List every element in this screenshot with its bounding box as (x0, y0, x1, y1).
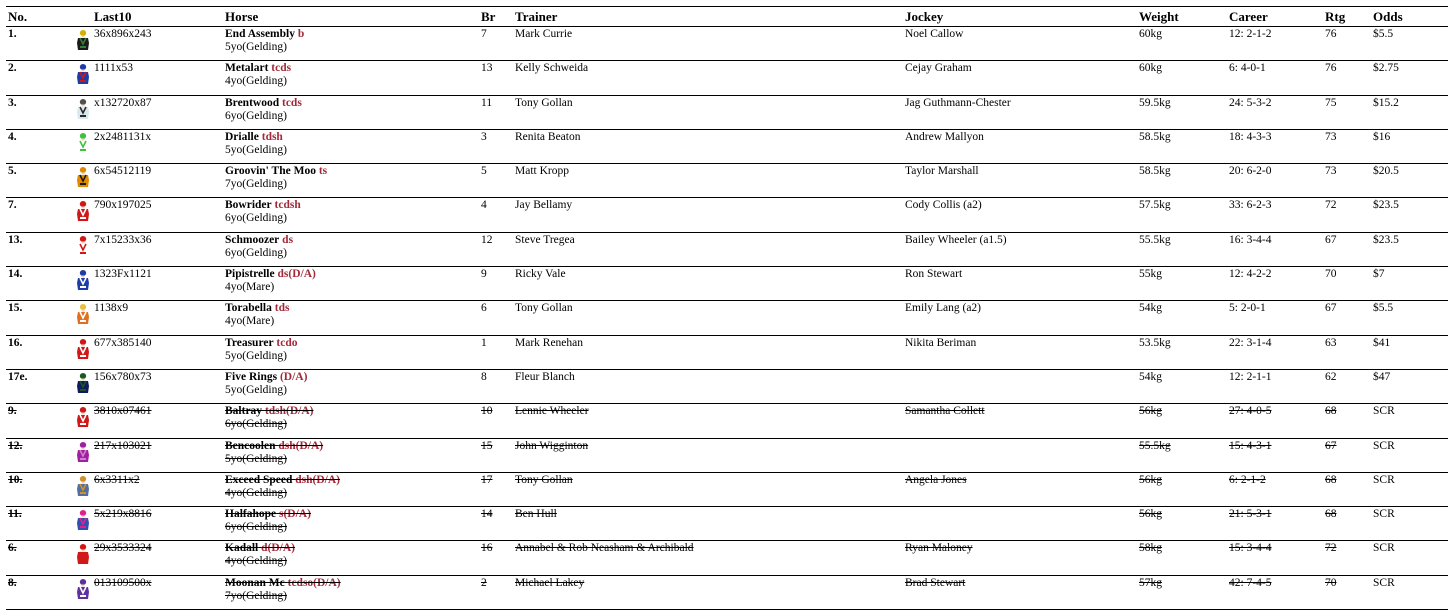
last10-form: 1138x9 (92, 301, 223, 335)
gear-codes: tcdso(D/A) (287, 576, 341, 589)
table-row[interactable] (6, 164, 1448, 198)
odds[interactable]: $23.5 (1371, 198, 1448, 232)
silk-cell (54, 438, 92, 472)
horse-cell (223, 438, 479, 472)
horse-name[interactable]: Schmoozer (225, 233, 280, 246)
trainer[interactable]: Matt Kropp (513, 164, 903, 198)
silk-cell (54, 61, 92, 95)
rating: 68 (1323, 472, 1371, 506)
weight: 57kg (1137, 575, 1227, 609)
horse-name[interactable]: Kadall (225, 542, 259, 555)
horse-age-sex: 5yo(Gelding) (225, 452, 287, 465)
header-no[interactable]: No. (6, 7, 54, 27)
career-record: 42: 7-4-5 (1227, 575, 1323, 609)
jockey-silks-icon (76, 543, 90, 565)
silk-cell (54, 267, 92, 301)
horse-age-sex: 4yo(Mare) (225, 281, 275, 294)
last10-form: 1323Fx1121 (92, 267, 223, 301)
weight: 56kg (1137, 472, 1227, 506)
horse-cell (223, 404, 479, 438)
odds[interactable]: $41 (1371, 335, 1448, 369)
jockey[interactable]: Ryan Maloney (903, 541, 1137, 575)
barrier: 4 (479, 198, 513, 232)
silk-cell (54, 129, 92, 163)
jockey[interactable]: Jag Guthmann-Chester (903, 95, 1137, 129)
jockey[interactable]: Angela Jones (903, 472, 1137, 506)
gear-codes: tcds (271, 62, 292, 75)
silk-cell (54, 27, 92, 61)
horse-name[interactable]: Baltray (225, 405, 263, 418)
last10-form: 7x15233x36 (92, 232, 223, 266)
jockey[interactable]: Brad Stewart (903, 575, 1137, 609)
horse-cell (223, 27, 479, 61)
runner-list (6, 27, 1448, 610)
silk-cell (54, 198, 92, 232)
barrier: 1 (479, 335, 513, 369)
jockey-silks-icon (76, 406, 90, 428)
table-row[interactable] (6, 27, 1448, 61)
horse-name[interactable]: Groovin' The Moo (225, 165, 316, 178)
weight: 54kg (1137, 369, 1227, 403)
career-record: 12: 2-1-1 (1227, 369, 1323, 403)
horse-name[interactable]: Torabella (225, 302, 272, 315)
table-header-row (6, 7, 1448, 27)
trainer[interactable]: Kelly Schweida (513, 61, 903, 95)
table-row[interactable] (6, 369, 1448, 403)
table-row[interactable] (6, 438, 1448, 472)
odds[interactable]: $20.5 (1371, 164, 1448, 198)
horse-age-sex: 7yo(Gelding) (225, 178, 287, 191)
horse-cell (223, 575, 479, 609)
career-record: 6: 2-1-2 (1227, 472, 1323, 506)
odds[interactable]: $15.2 (1371, 95, 1448, 129)
header-trainer[interactable]: Trainer (513, 7, 903, 27)
runner-number: 12. (6, 438, 54, 472)
jockey[interactable] (903, 369, 1137, 403)
horse-age-sex: 4yo(Gelding) (225, 555, 287, 568)
rating: 73 (1323, 164, 1371, 198)
runner-number: 9. (6, 404, 54, 438)
table-row[interactable] (6, 472, 1448, 506)
career-record: 6: 4-0-1 (1227, 61, 1323, 95)
gear-codes: d(D/A) (261, 542, 295, 555)
trainer[interactable]: Mark Currie (513, 27, 903, 61)
horse-cell (223, 164, 479, 198)
gear-codes: (D/A) (279, 370, 308, 383)
runner-number: 14. (6, 267, 54, 301)
horse-name[interactable]: Exceed Speed (225, 473, 293, 486)
horse-age-sex: 6yo(Gelding) (225, 418, 287, 431)
header-career[interactable]: Career (1227, 7, 1323, 27)
horse-cell (223, 301, 479, 335)
odds[interactable]: $5.5 (1371, 301, 1448, 335)
career-record: 5: 2-0-1 (1227, 301, 1323, 335)
silk-cell (54, 95, 92, 129)
weight: 54kg (1137, 301, 1227, 335)
barrier: 16 (479, 541, 513, 575)
horse-cell (223, 198, 479, 232)
horse-name[interactable]: Brentwood (225, 96, 280, 109)
last10-form: 29x3533324 (92, 541, 223, 575)
horse-age-sex: 6yo(Gelding) (225, 109, 287, 122)
runner-number: 4. (6, 129, 54, 163)
career-record: 33: 6-2-3 (1227, 198, 1323, 232)
career-record: 20: 6-2-0 (1227, 164, 1323, 198)
trainer[interactable]: Annabel & Rob Neasham & Archibald (513, 541, 903, 575)
weight: 55.5kg (1137, 232, 1227, 266)
horse-cell (223, 541, 479, 575)
gear-codes: tcdo (276, 336, 298, 349)
jockey[interactable]: Ron Stewart (903, 267, 1137, 301)
horse-age-sex: 5yo(Gelding) (225, 41, 287, 53)
barrier: 2 (479, 575, 513, 609)
runner-number: 13. (6, 232, 54, 266)
barrier: 5 (479, 164, 513, 198)
table-row[interactable] (6, 301, 1448, 335)
weight: 60kg (1137, 27, 1227, 61)
table-row[interactable] (6, 575, 1448, 609)
horse-cell (223, 61, 479, 95)
table-row[interactable] (6, 404, 1448, 438)
horse-name[interactable]: Bowrider (225, 199, 272, 212)
jockey-silks-icon (76, 235, 90, 257)
career-record: 12: 4-2-2 (1227, 267, 1323, 301)
jockey[interactable]: Noel Callow (903, 27, 1137, 61)
weight: 58.5kg (1137, 164, 1227, 198)
horse-name[interactable]: Bencoolen (225, 439, 276, 452)
last10-form: x132720x87 (92, 95, 223, 129)
horse-age-sex: 4yo(Gelding) (225, 486, 287, 499)
runner-number: 16. (6, 335, 54, 369)
odds[interactable]: SCR (1371, 541, 1448, 575)
table-row[interactable] (6, 129, 1448, 163)
horse-age-sex: 5yo(Gelding) (225, 383, 287, 396)
header-silk (54, 7, 92, 27)
jockey-silks-icon (76, 303, 90, 325)
barrier: 13 (479, 61, 513, 95)
last10-form: 36x896x243 (92, 27, 223, 61)
horse-name[interactable]: Halfahope (225, 508, 277, 521)
odds[interactable]: SCR (1371, 507, 1448, 541)
rating: 68 (1323, 404, 1371, 438)
horse-cell (223, 472, 479, 506)
horse-name[interactable]: Drialle (225, 130, 259, 143)
weight: 58kg (1137, 541, 1227, 575)
rating: 67 (1323, 232, 1371, 266)
horse-cell (223, 369, 479, 403)
jockey-silks-icon (76, 132, 90, 154)
gear-codes: tcds (281, 96, 302, 109)
odds[interactable]: SCR (1371, 404, 1448, 438)
runner-number: 8. (6, 575, 54, 609)
odds[interactable]: $23.5 (1371, 232, 1448, 266)
career-record: 18: 4-3-3 (1227, 129, 1323, 163)
jockey-silks-icon (76, 63, 90, 85)
weight: 53.5kg (1137, 335, 1227, 369)
gear-codes: dsh(D/A) (295, 473, 341, 486)
rating: 76 (1323, 27, 1371, 61)
horse-age-sex: 5yo(Gelding) (225, 143, 287, 156)
table-row[interactable] (6, 95, 1448, 129)
horse-name[interactable]: Moonan Mc (225, 576, 285, 589)
rating: 75 (1323, 95, 1371, 129)
header-horse[interactable]: Horse (223, 7, 479, 27)
last10-form: 1111x53 (92, 61, 223, 95)
jockey-silks-icon (76, 372, 90, 394)
career-record: 15: 3-4-4 (1227, 541, 1323, 575)
horse-age-sex: 4yo(Gelding) (225, 75, 287, 88)
silk-cell (54, 541, 92, 575)
header-jockey[interactable]: Jockey (903, 7, 1137, 27)
gear-codes: s(D/A) (279, 508, 311, 521)
weight: 57.5kg (1137, 198, 1227, 232)
barrier: 9 (479, 267, 513, 301)
odds[interactable]: SCR (1371, 472, 1448, 506)
rating: 62 (1323, 369, 1371, 403)
horse-age-sex: 6yo(Gelding) (225, 212, 287, 225)
horse-age-sex: 6yo(Gelding) (225, 521, 287, 534)
jockey-silks-icon (76, 509, 90, 531)
career-record: 12: 2-1-2 (1227, 27, 1323, 61)
jockey[interactable]: Samantha Collett (903, 404, 1137, 438)
silk-cell (54, 335, 92, 369)
race-field-table (6, 6, 1448, 610)
jockey[interactable]: Cejay Graham (903, 61, 1137, 95)
weight: 59.5kg (1137, 95, 1227, 129)
weight: 55.5kg (1137, 438, 1227, 472)
rating: 72 (1323, 541, 1371, 575)
trainer[interactable]: Steve Tregea (513, 232, 903, 266)
career-record: 16: 3-4-4 (1227, 232, 1323, 266)
gear-codes: ds (282, 233, 294, 246)
table-row[interactable] (6, 267, 1448, 301)
silk-cell (54, 404, 92, 438)
weight: 60kg (1137, 61, 1227, 95)
horse-age-sex: 6yo(Gelding) (225, 246, 287, 259)
odds[interactable]: $2.75 (1371, 61, 1448, 95)
horse-cell (223, 267, 479, 301)
silk-cell (54, 301, 92, 335)
horse-age-sex: 4yo(Mare) (225, 315, 275, 328)
jockey-silks-icon (76, 98, 90, 120)
horse-age-sex: 7yo(Gelding) (225, 589, 287, 602)
gear-codes: tdsh (261, 130, 283, 143)
trainer[interactable]: Fleur Blanch (513, 369, 903, 403)
runner-number: 3. (6, 95, 54, 129)
silk-cell (54, 164, 92, 198)
header-barrier[interactable]: Br (479, 7, 513, 27)
header-odds[interactable]: Odds (1371, 7, 1448, 27)
last10-form: 217x103021 (92, 438, 223, 472)
silk-cell (54, 369, 92, 403)
table-row[interactable] (6, 61, 1448, 95)
jockey[interactable]: Emily Lang (a2) (903, 301, 1137, 335)
gear-codes: tds (274, 302, 290, 315)
gear-codes: tcdsh (274, 199, 301, 212)
last10-form: 013109500x (92, 575, 223, 609)
horse-name[interactable]: Pipistrelle (225, 268, 275, 281)
gear-codes: tdsh(D/A) (264, 405, 314, 418)
rating: 76 (1323, 61, 1371, 95)
gear-codes: dsh(D/A) (278, 439, 324, 452)
runner-number: 17e. (6, 369, 54, 403)
jockey-silks-icon (76, 475, 90, 497)
weight: 55kg (1137, 267, 1227, 301)
odds[interactable]: $47 (1371, 369, 1448, 403)
trainer[interactable]: Tony Gollan (513, 301, 903, 335)
table-row[interactable] (6, 198, 1448, 232)
silk-cell (54, 232, 92, 266)
jockey-silks-icon (76, 578, 90, 600)
table-row[interactable] (6, 507, 1448, 541)
trainer[interactable]: Tony Gollan (513, 472, 903, 506)
runner-number: 2. (6, 61, 54, 95)
last10-form: 677x385140 (92, 335, 223, 369)
header-last10[interactable]: Last10 (92, 7, 223, 27)
horse-name[interactable]: Treasurer (225, 336, 274, 349)
trainer[interactable]: Jay Bellamy (513, 198, 903, 232)
trainer[interactable]: Lennie Wheeler (513, 404, 903, 438)
rating: 63 (1323, 335, 1371, 369)
barrier: 6 (479, 301, 513, 335)
jockey-silks-icon (76, 29, 90, 51)
career-record: 21: 5-3-1 (1227, 507, 1323, 541)
horse-name[interactable]: End Assembly (225, 28, 295, 40)
silk-cell (54, 507, 92, 541)
trainer[interactable]: Michael Lakey (513, 575, 903, 609)
trainer[interactable]: Renita Beaton (513, 129, 903, 163)
last10-form: 6x3311x2 (92, 472, 223, 506)
silk-cell (54, 575, 92, 609)
table-row[interactable] (6, 335, 1448, 369)
runner-number: 6. (6, 541, 54, 575)
weight: 58.5kg (1137, 129, 1227, 163)
header-weight[interactable]: Weight (1137, 7, 1227, 27)
barrier: 12 (479, 232, 513, 266)
table-row[interactable] (6, 232, 1448, 266)
jockey-silks-icon (76, 441, 90, 463)
barrier: 17 (479, 472, 513, 506)
rating: 67 (1323, 301, 1371, 335)
trainer[interactable]: Ben Hull (513, 507, 903, 541)
last10-form: 2x2481131x (92, 129, 223, 163)
rating: 70 (1323, 267, 1371, 301)
jockey[interactable]: Andrew Mallyon (903, 129, 1137, 163)
horse-cell (223, 95, 479, 129)
rating: 72 (1323, 198, 1371, 232)
rating: 67 (1323, 438, 1371, 472)
odds[interactable]: $16 (1371, 129, 1448, 163)
barrier: 3 (479, 129, 513, 163)
barrier: 14 (479, 507, 513, 541)
jockey[interactable] (903, 507, 1137, 541)
last10-form: 790x197025 (92, 198, 223, 232)
jockey-silks-icon (76, 166, 90, 188)
barrier: 10 (479, 404, 513, 438)
jockey[interactable]: Bailey Wheeler (a1.5) (903, 232, 1137, 266)
horse-name[interactable]: Five Rings (225, 370, 278, 383)
trainer[interactable]: Tony Gollan (513, 95, 903, 129)
gear-codes: ds(D/A) (277, 268, 316, 281)
gear-codes: b (297, 28, 305, 40)
header-rating[interactable]: Rtg (1323, 7, 1371, 27)
odds[interactable]: SCR (1371, 438, 1448, 472)
jockey[interactable] (903, 438, 1137, 472)
career-record: 27: 4-0-5 (1227, 404, 1323, 438)
weight: 56kg (1137, 404, 1227, 438)
gear-codes: ts (318, 165, 328, 178)
jockey[interactable]: Cody Collis (a2) (903, 198, 1137, 232)
weight: 56kg (1137, 507, 1227, 541)
horse-cell (223, 335, 479, 369)
runner-number: 7. (6, 198, 54, 232)
runner-number: 15. (6, 301, 54, 335)
runner-number: 11. (6, 507, 54, 541)
odds[interactable]: SCR (1371, 575, 1448, 609)
career-record: 24: 5-3-2 (1227, 95, 1323, 129)
trainer[interactable]: John Wigginton (513, 438, 903, 472)
rating: 70 (1323, 575, 1371, 609)
jockey[interactable]: Taylor Marshall (903, 164, 1137, 198)
rating: 73 (1323, 129, 1371, 163)
jockey[interactable]: Nikita Beriman (903, 335, 1137, 369)
last10-form: 156x780x73 (92, 369, 223, 403)
trainer[interactable]: Ricky Vale (513, 267, 903, 301)
career-record: 22: 3-1-4 (1227, 335, 1323, 369)
horse-cell (223, 507, 479, 541)
last10-form: 6x54512119 (92, 164, 223, 198)
runner-number: 5. (6, 164, 54, 198)
career-record: 15: 4-3-1 (1227, 438, 1323, 472)
rating: 68 (1323, 507, 1371, 541)
table-row[interactable] (6, 541, 1448, 575)
last10-form: 3810x07461 (92, 404, 223, 438)
barrier: 15 (479, 438, 513, 472)
barrier: 11 (479, 95, 513, 129)
horse-age-sex: 5yo(Gelding) (225, 349, 287, 362)
barrier: 7 (479, 27, 513, 61)
jockey-silks-icon (76, 200, 90, 222)
horse-name[interactable]: Metalart (225, 62, 269, 75)
horse-cell (223, 129, 479, 163)
jockey-silks-icon (76, 269, 90, 291)
horse-cell (223, 232, 479, 266)
jockey-silks-icon (76, 338, 90, 360)
odds[interactable]: $5.5 (1371, 27, 1448, 61)
runner-number: 1. (6, 27, 54, 61)
odds[interactable]: $7 (1371, 267, 1448, 301)
trainer[interactable]: Mark Renehan (513, 335, 903, 369)
last10-form: 5x219x8816 (92, 507, 223, 541)
barrier: 8 (479, 369, 513, 403)
silk-cell (54, 472, 92, 506)
runner-number: 10. (6, 472, 54, 506)
